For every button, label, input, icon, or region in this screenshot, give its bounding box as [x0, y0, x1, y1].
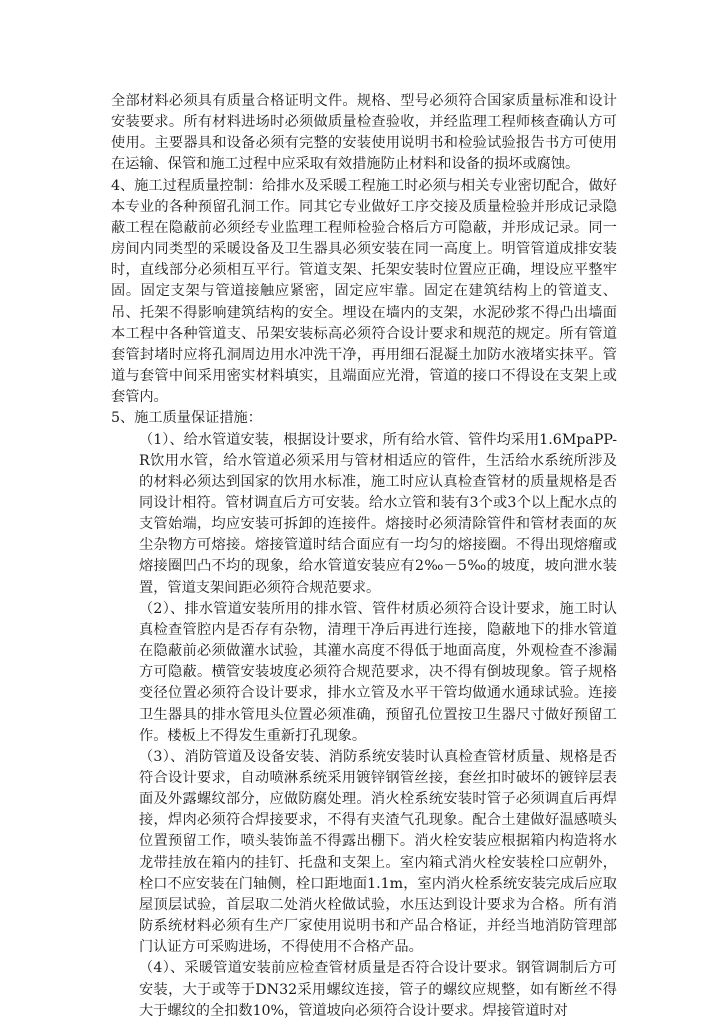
paragraph-fire-protection-piping: （3）、消防管道及设备安装、消防系统安装时认真检查管材质量、规格是否符合设计要求，自动喷淋系统采用镀锌钢管丝接，套丝扣时破坏的镀锌层表面及外露螺纹部分，应做防腐处理。消火栓系统安装时管子必须调直后再焊接，焊肉必须符合焊接要求，不得有夹渣气孔现象。配合土建做好温感喷头位置预留工作，喷头装饰盖不得露出棚下。消火栓安装应根据箱内构造将水龙带挂放在箱内的挂钉、托盘和支架上。室内箱式消火栓安装栓口应朝外，栓口不应安装在门轴侧，栓口距地面1.1m，室内消火栓系统安装完成后应取屋顶层试验，首层取二处消火栓做试验，水压达到设计要求为合格。所有消防系统材料必须有生产厂家使用说明书和产品合格证，并经当地消防管理部门认证方可采购进场，不得使用不合格产品。 — [139, 748, 617, 956]
paragraph-quality-assurance-heading: 5、施工质量保证措施： — [111, 410, 262, 427]
paragraph-materials: 全部材料必须具有质量合格证明文件。规格、型号必须符合国家质量标准和设计安装要求。所有材料进场时必须做质量检查验收，并经监理工程师核查确认方可使用。主要器具和设备必须有完整的安装使用说明书和检验试验报告书方可使用在运输、保管和施工过程中应采取有效措施防止材料和设备的损坏或腐蚀。 — [111, 93, 617, 173]
paragraph-process-quality-control: 4、施工过程质量控制：给排水及采暖工程施工时必须与相关专业密切配合，做好本专业的各种预留孔洞工作。同其它专业做好工序交接及质量检验并形成记录隐蔽工程在隐蔽前必须经专业监理工程师检验合格后方可隐蔽，并形成记录。同一房间内同类型的采暖设备及卫生器具必须安装在同一高度上。明管管道成排安装时，直线部分必须相互平行。管道支架、托架安装时位置应正确，埋设应平整牢固。固定支架与管道接触应紧密，固定应牢靠。固定在建筑结构上的管道支、吊、托架不得影响建筑结构的安全。埋设在墙内的支架，水泥砂浆不得凸出墙面本工程中各种管道支、吊架安装标高必须符合设计要求和规范的规定。所有管道套管封堵时应将孔洞周边用水冲洗干净，再用细石混凝土加防水液堵实抹平。管道与套管中间采用密实材料填实，且端面应光滑，管道的接口不得设在支架上或套管内。 — [111, 177, 617, 406]
document-body — [111, 91, 617, 1022]
paragraph-drainage-piping: （2）、排水管道安装所用的排水管、管件材质必须符合设计要求，施工时认真检查管腔内是否存有杂物，清理干净后再进行连接，隐蔽地下的排水管道在隐蔽前必须做灌水试验，其灌水高度不得低于地面高度，外观检查不渗漏方可隐蔽。横管安装坡度必须符合规范要求，决不得有倒坡现象。管子规格变径位置必须符合设计要求，排水立管及水平干管均做通水通球试验。连接卫生器具的排水管甩头位置必须准确，预留孔位置按卫生器尺寸做好预留工作。楼板上不得发生重新打孔现象。 — [139, 600, 617, 744]
paragraph-water-supply-piping: （1）、给水管道安装，根据设计要求，所有给水管、管件均采用1.6MpaPP-R饮用水管，给水管道必须采用与管材相适应的管件，生活给水系统所涉及的材料必须达到国家的饮用水标准，施工时应认真检查管材的质量规格是否同设计相符。管材调直后方可安装。给水立管和装有3个或3个以上配水点的支管始端，均应安装可拆卸的连接件。熔接时必须清除管件和管材表面的灰尘杂物方可熔接。熔接管道时结合面应有一均匀的熔接圈。不得出现熔瘤或熔接圈凹凸不均的现象，给水管道安装应有2‰－5‰的坡度，坡向泄水装置，管道支架间距必须符合规范要求。 — [139, 431, 617, 596]
paragraph-heating-piping: （4）、采暖管道安装前应检查管材质量是否符合设计要求。钢管调制后方可安装，大于或等于DN32采用螺纹连接，管子的螺纹应规整，如有断丝不得大于螺纹的全扣数10%，管道坡向必须符合设计要求。焊接管道时对 — [139, 960, 617, 1019]
